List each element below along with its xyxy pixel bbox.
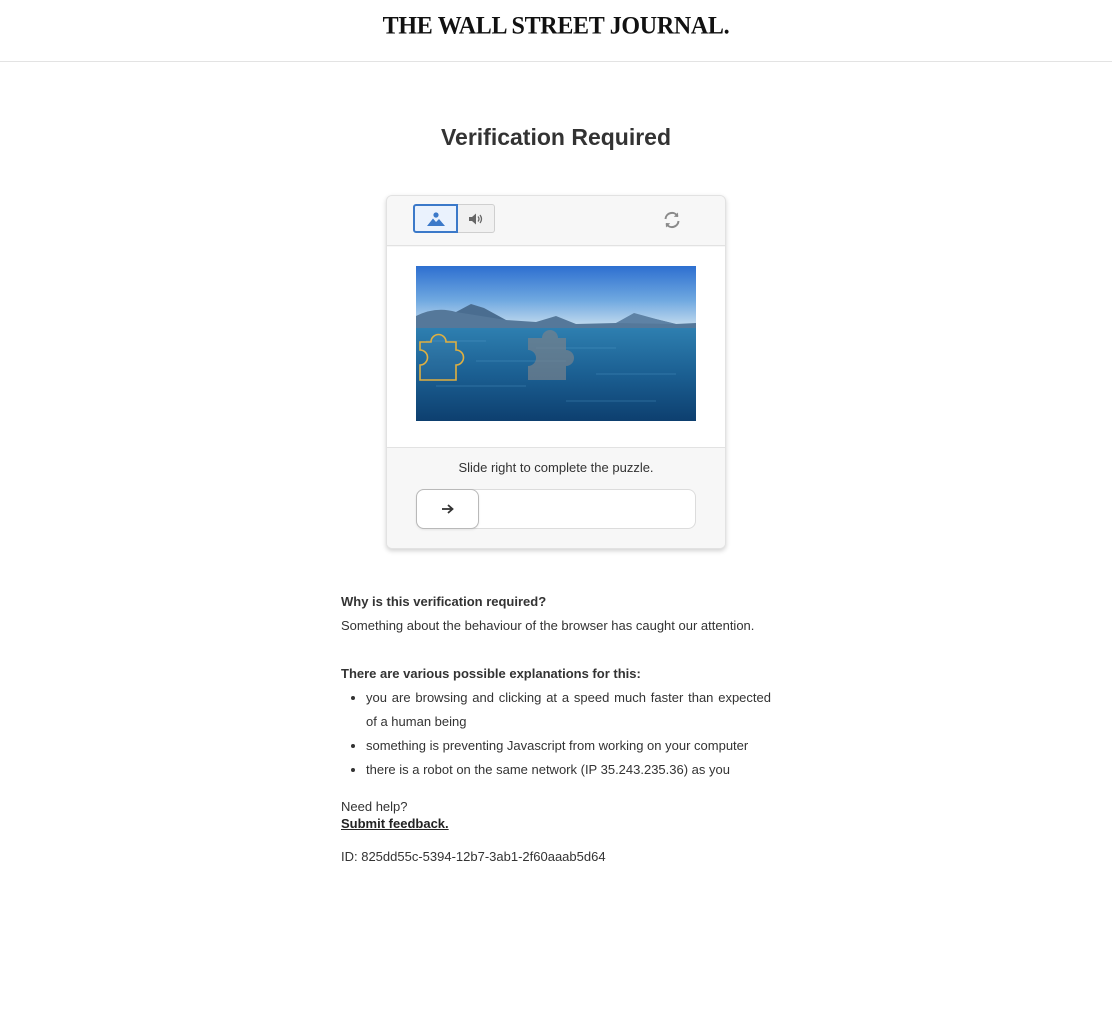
explanations-heading: There are various possible explanations for this: <box>341 666 641 681</box>
explanations-list <box>366 686 771 782</box>
help-label: Need help? <box>341 799 408 814</box>
header <box>0 0 1112 62</box>
captcha-instruction: Slide right to complete the puzzle. <box>458 460 654 475</box>
image-icon <box>426 211 446 227</box>
submit-feedback-link[interactable]: Submit feedback. <box>341 816 449 831</box>
why-heading: Why is this verification required? <box>341 594 547 609</box>
arrow-right-icon <box>441 503 455 515</box>
slider-handle[interactable] <box>416 489 479 529</box>
list-item: • something is preventing Javascript from working on your computer <box>366 734 771 758</box>
request-id: ID: 825dd55c-5394-12b7-3ab1-2f60aaab5d64 <box>341 849 606 864</box>
captcha-widget <box>386 195 726 549</box>
puzzle-image <box>416 266 696 421</box>
verification-info <box>341 590 771 869</box>
captcha-image-area <box>387 247 725 447</box>
wsj-logo[interactable]: THE WALL STREET JOURNAL. <box>382 12 730 40</box>
captcha-footer <box>387 447 725 549</box>
audio-mode-button[interactable] <box>458 204 495 233</box>
list-item: • you are browsing and clicking at a speed much faster than expected of a human being <box>366 686 771 734</box>
captcha-toolbar <box>387 196 725 246</box>
audio-icon <box>468 212 484 226</box>
page-title: Verification Required <box>440 124 672 150</box>
list-item: • there is a robot on the same network (IP 35.243.235.36) as you <box>366 758 771 782</box>
image-mode-button[interactable] <box>413 204 458 233</box>
why-text: Something about the behaviour of the browser has caught our attention. <box>341 618 755 633</box>
help-section <box>341 798 771 832</box>
refresh-icon[interactable] <box>662 210 682 230</box>
